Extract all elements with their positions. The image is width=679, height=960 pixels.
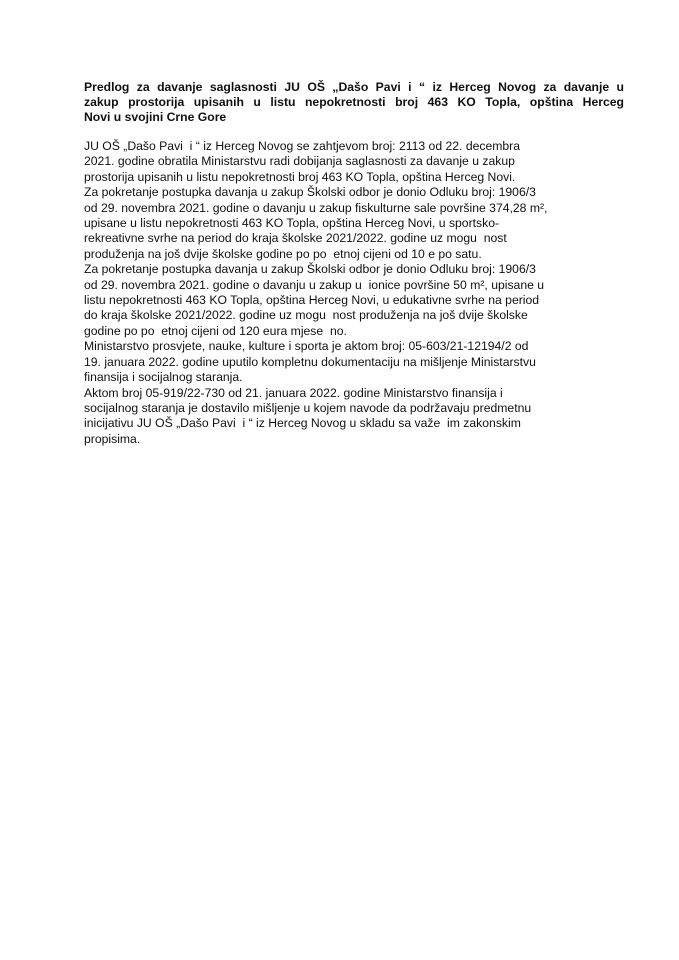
body-line: prostorija upisanih u listu nepokretnosti broj 463 KO Topla, opština Herceg Novi. [84,169,516,184]
body-line: JU OŠ „Dašo Pavi i “ iz Herceg Novog se zahtjevom broj: 2113 od 22. decembra [84,139,521,153]
body-line: inicijativu JU OŠ „Dašo Pavi i “ iz Herceg Novog u skladu sa važe im zakonskim [84,416,521,431]
body-line: 19. januara 2022. godine uputilo kompletnu dokumentaciju na mišljenje Ministarstvu [84,354,536,369]
body-line: od 29. novembra 2021. godine o davanju u zakup fiskulturne sale površine 374,28 m², [84,200,548,215]
body-line: propisima. [84,431,141,446]
body-line: finansija i socijalnog staranja. [84,370,243,385]
body-line: do kraja školske 2021/2022. godine uz mogu nost produženja na još dvije školske [84,308,528,323]
title-line: Novi u svojini Crne Gore [84,110,227,124]
body-line: Ministarstvo prosvjete, nauke, kulture i sporta je aktom broj: 05-603/21-12194/2 od [84,339,529,354]
body-line: Za pokretanje postupka davanja u zakup Školski odbor je donio Odluku broj: 1906/3 [84,262,536,277]
body-line: Za pokretanje postupka davanja u zakup Školski odbor je donio Odluku broj: 1906/3 [84,185,536,200]
document-body [84,139,624,447]
body-line: godine po po etnoj cijeni od 120 eura mjese no. [84,323,347,338]
body-line: produženja na još dvije školske godine po po etnoj cijeni od 10 e po satu. [84,246,482,261]
body-line: od 29. novembra 2021. godine o davanju u zakup u ionice površine 50 m², upisane u [84,277,545,292]
body-line: 2021. godine obratila Ministarstvu radi dobijanja saglasnosti za davanje u zakup [84,154,515,169]
body-line: upisane u listu nepokretnosti 463 KO Topla, opština Herceg Novi, u sportsko- [84,216,500,231]
body-line: listu nepokretnosti 463 KO Topla, opština Herceg Novi, u edukativne svrhe na period [84,293,540,308]
body-line: socijalnog staranja je dostavilo mišljenje u kojem navode da podržavaju predmetnu [84,400,532,415]
body-line: Aktom broj 05-919/22-730 od 21. januara 2022. godine Ministarstvo finansija i [84,385,503,400]
body-line: rekreativne svrhe na period do kraja školske 2021/2022. godine uz mogu nost [84,231,507,246]
title-line: Predlog za davanje saglasnosti JU OŠ „Dašo Pavi i “ iz Herceg Novog za davanje u [84,80,624,94]
title-line: zakup prostorija upisanih u listu nepokretnosti broj 463 KO Topla, opština Herceg [84,95,624,109]
document-title [84,80,624,125]
